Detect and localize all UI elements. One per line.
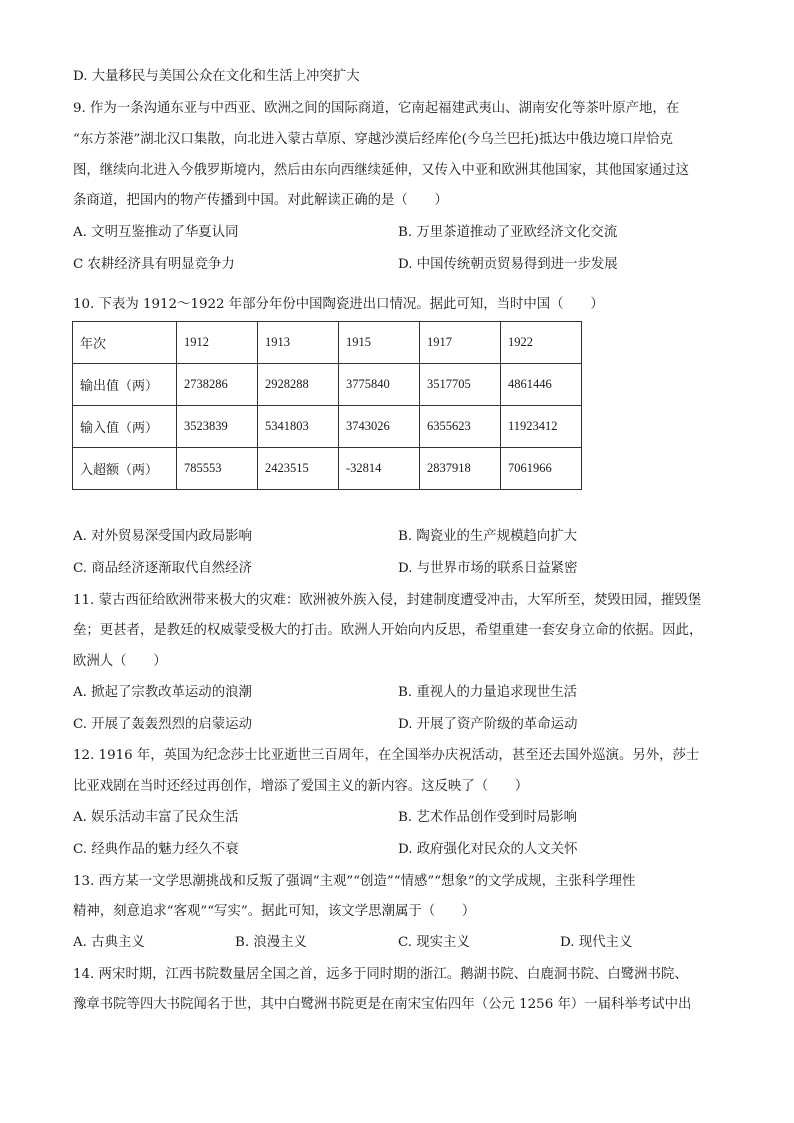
table-header-row (73, 322, 582, 364)
q13-stem-line-2: 精神，刻意追求“客观”“写实”。据此可知，该文学思潮属于（ ） (73, 904, 476, 919)
table-cell: 1922 (501, 322, 582, 364)
table-cell: 7061966 (501, 448, 582, 490)
q9-stem-line-4: 条商道，把国内的物产传播到中国。对此解读正确的是（ ） (73, 193, 448, 208)
q12-stem-line-2: 比亚戏剧在当时还经过再创作，增添了爱国主义的新内容。这反映了（ ） (73, 779, 529, 794)
q11-option-c: C. 开展了轰轰烈烈的启蒙运动 (73, 717, 252, 732)
table-cell: 6355623 (420, 406, 501, 448)
q14-stem-line-2: 豫章书院等四大书院闻名于世，其中白鹭洲书院更是在南宋宝佑四年（公元 1256 年）一届科举考试中出 (73, 997, 692, 1012)
table-cell: 785553 (177, 448, 258, 490)
table-row (73, 448, 582, 490)
table-cell: 3743026 (339, 406, 420, 448)
q9-option-d: D. 中国传统朝贡贸易得到进一步发展 (398, 257, 618, 272)
q9-stem-line-1: 9. 作为一条沟通东亚与中西亚、欧洲之间的国际商道，它南起福建武夷山、湖南安化等茶叶原产地，在 (73, 101, 680, 116)
table-cell: 输出值（两） (73, 364, 177, 406)
ceramics-trade-table (72, 321, 582, 490)
q13-option-c: C. 现实主义 (398, 935, 470, 950)
q9-option-b: B. 万里茶道推动了亚欧经济文化交流 (398, 225, 618, 240)
table-cell: 4861446 (501, 364, 582, 406)
q12-option-d: D. 政府强化对民众的人文关怀 (398, 842, 578, 857)
q14-stem-line-1: 14. 两宋时期，江西书院数量居全国之首，远多于同时期的浙江。鹅湖书院、白鹿洞书院、白鹭洲书院、 (73, 967, 688, 982)
q13-option-d: D. 现代主义 (560, 935, 633, 950)
table-cell: 3775840 (339, 364, 420, 406)
table-cell: 2423515 (258, 448, 339, 490)
q9-option-c: C 农耕经济具有明显竞争力 (73, 257, 235, 272)
table-cell: 1915 (339, 322, 420, 364)
table-cell: 1917 (420, 322, 501, 364)
table-cell: 年次 (73, 322, 177, 364)
table-row (73, 406, 582, 448)
table-cell: 3517705 (420, 364, 501, 406)
q12-option-a: A. 娱乐活动丰富了民众生活 (73, 810, 239, 825)
table-cell: 1912 (177, 322, 258, 364)
table-cell: 2928288 (258, 364, 339, 406)
table-cell: 输入值（两） (73, 406, 177, 448)
table-cell: 入超额（两） (73, 448, 177, 490)
q10-option-b: B. 陶瓷业的生产规模趋向扩大 (398, 529, 578, 544)
q11-stem-line-3: 欧洲人（ ） (73, 654, 167, 669)
q12-option-b: B. 艺术作品创作受到时局影响 (398, 810, 578, 825)
q9-option-a: A. 文明互鉴推动了华夏认同 (73, 225, 239, 240)
q10-option-c: C. 商品经济逐渐取代自然经济 (73, 561, 252, 576)
table-cell: 11923412 (501, 406, 582, 448)
q12-stem-line-1: 12. 1916 年，英国为纪念莎士比亚逝世三百周年，在全国举办庆祝活动，甚至还去国外巡演。另外，莎士 (73, 748, 700, 763)
q12-option-c: C. 经典作品的魅力经久不衰 (73, 842, 239, 857)
q13-option-a: A. 古典主义 (73, 935, 145, 950)
q11-stem-line-1: 11. 蒙古西征给欧洲带来极大的灾难：欧洲被外族入侵，封建制度遭受冲击，大军所至，焚毁田园，摧毁堡 (73, 593, 702, 608)
q13-stem-line-1: 13. 西方某一文学思潮挑战和反叛了强调“主观”“创造”“情感”“想象”的文学成规，主张科学理性 (73, 874, 636, 889)
table-cell: 1913 (258, 322, 339, 364)
table-cell: 2738286 (177, 364, 258, 406)
table-row (73, 364, 582, 406)
q10-option-a: A. 对外贸易深受国内政局影响 (73, 529, 252, 544)
table-cell: 3523839 (177, 406, 258, 448)
q11-stem-line-2: 垒；更甚者，是教廷的权威蒙受极大的打击。欧洲人开始向内反思，希望重建一套安身立命的依据。因此， (73, 623, 703, 638)
q13-option-b: B. 浪漫主义 (235, 935, 307, 950)
q9-stem-line-2: “东方茶港”湖北汉口集散，向北进入蒙古草原、穿越沙漠后经库伦(今乌兰巴托)抵达中俄边境口岸恰克 (73, 132, 673, 147)
q11-option-d: D. 开展了资产阶级的革命运动 (398, 717, 578, 732)
q11-option-a: A. 掀起了宗教改革运动的浪潮 (73, 685, 252, 700)
q9-stem-line-3: 图，继续向北进入今俄罗斯境内，然后由东向西继续延伸，又传入中亚和欧洲其他国家，其他国家通过这 (73, 163, 689, 178)
q10-option-d: D. 与世界市场的联系日益紧密 (398, 561, 578, 576)
table-cell: 5341803 (258, 406, 339, 448)
q11-option-b: B. 重视人的力量追求现世生活 (398, 685, 578, 700)
q10-stem: 10. 下表为 1912～1922 年部分年份中国陶瓷进出口情况。据此可知，当时中国（ ） (73, 297, 604, 312)
table-cell: -32814 (339, 448, 420, 490)
table-cell: 2837918 (420, 448, 501, 490)
q8-option-d: D. 大量移民与美国公众在文化和生活上冲突扩大 (73, 69, 360, 84)
